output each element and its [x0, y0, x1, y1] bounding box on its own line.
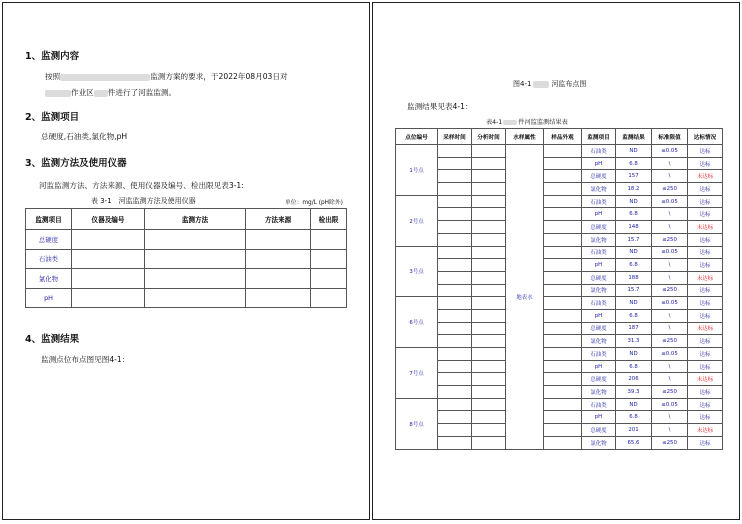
table-cell-item: 总硬度	[26, 230, 72, 250]
sample-time-cell	[438, 221, 472, 234]
item-cell: 氯化物	[582, 183, 616, 196]
table-row	[26, 230, 347, 250]
limit-cell: \	[652, 259, 688, 272]
status-cell: 达标	[688, 246, 723, 259]
appearance-cell	[544, 424, 582, 437]
table-row	[396, 284, 723, 297]
sample-time-cell	[438, 335, 472, 348]
table-row	[396, 145, 723, 158]
sample-time-cell	[438, 246, 472, 259]
item-cell: 总硬度	[582, 170, 616, 183]
status-cell: 达标	[688, 195, 723, 208]
table-header-cell: 监测项目	[26, 209, 72, 230]
result-cell: 6.8	[616, 360, 652, 373]
table-header-cell: 监测项目	[582, 129, 616, 145]
analysis-time-cell	[472, 157, 506, 170]
document-page-left	[2, 2, 370, 520]
status-cell: 达标	[688, 309, 723, 322]
table-row	[396, 398, 723, 411]
appearance-cell	[544, 436, 582, 449]
status-cell: 达标	[688, 386, 723, 399]
appearance-cell	[544, 246, 582, 259]
status-cell: 达标	[688, 233, 723, 246]
analysis-time-cell	[472, 424, 506, 437]
sample-time-cell	[438, 271, 472, 284]
item-cell: 石油类	[582, 297, 616, 310]
point-id-cell: 7号点	[396, 348, 438, 399]
results-table-caption: 表4-1 件河监监测结果表	[486, 119, 568, 126]
point-id-cell: 6号点	[396, 297, 438, 348]
limit-cell: ≤0.05	[652, 195, 688, 208]
table-header-row	[396, 129, 723, 145]
result-cell: ND	[616, 398, 652, 411]
result-cell: 206	[616, 373, 652, 386]
sample-time-cell	[438, 360, 472, 373]
status-cell: 达标	[688, 436, 723, 449]
limit-cell: ≤0.05	[652, 348, 688, 361]
item-cell: 氯化物	[582, 335, 616, 348]
result-cell: 6.8	[616, 309, 652, 322]
status-cell: 达标	[688, 411, 723, 424]
item-cell: 石油类	[582, 195, 616, 208]
table-row	[396, 157, 723, 170]
appearance-cell	[544, 335, 582, 348]
redacted-block	[94, 90, 108, 97]
limit-cell: ≤250	[652, 335, 688, 348]
point-id-cell: 8号点	[396, 398, 438, 449]
table-row	[396, 259, 723, 272]
analysis-time-cell	[472, 246, 506, 259]
limit-cell: ≤0.05	[652, 246, 688, 259]
item-cell: pH	[582, 157, 616, 170]
table-header-row	[26, 209, 347, 230]
sample-time-cell	[438, 309, 472, 322]
appearance-cell	[544, 398, 582, 411]
table-cell-empty	[145, 249, 246, 269]
sample-time-cell	[438, 348, 472, 361]
status-cell: 达标	[688, 157, 723, 170]
appearance-cell	[544, 373, 582, 386]
results-intro: 监测结果见表4-1：	[407, 102, 473, 111]
limit-cell: ≤250	[652, 233, 688, 246]
analysis-time-cell	[472, 398, 506, 411]
table-row	[396, 246, 723, 259]
result-cell: 6.8	[616, 157, 652, 170]
redacted-block	[533, 81, 549, 88]
table-header-cell: 样品外观	[544, 129, 582, 145]
limit-cell: ≤250	[652, 386, 688, 399]
result-cell: 6.8	[616, 208, 652, 221]
status-cell: 达标	[688, 145, 723, 158]
section-2-title: 2、监测项目	[25, 112, 80, 123]
status-cell: 达标	[688, 183, 723, 196]
result-cell: ND	[616, 195, 652, 208]
table-header-cell: 仪器及编号	[72, 209, 145, 230]
analysis-time-cell	[472, 195, 506, 208]
sample-time-cell	[438, 322, 472, 335]
item-cell: 氯化物	[582, 233, 616, 246]
table-header-cell: 检出限	[311, 209, 347, 230]
table-cell-empty	[311, 249, 347, 269]
table-header-cell: 监测方法	[145, 209, 246, 230]
table-cell-empty	[311, 230, 347, 250]
result-cell: 65.6	[616, 436, 652, 449]
result-cell: 18.2	[616, 183, 652, 196]
appearance-cell	[544, 360, 582, 373]
table-row	[396, 297, 723, 310]
analysis-time-cell	[472, 386, 506, 399]
table-header-cell: 采样时间	[438, 129, 472, 145]
item-cell: 总硬度	[582, 271, 616, 284]
item-cell: pH	[582, 360, 616, 373]
result-cell: ND	[616, 145, 652, 158]
table-header-cell: 达标情况	[688, 129, 723, 145]
appearance-cell	[544, 271, 582, 284]
sample-time-cell	[438, 386, 472, 399]
table-row	[26, 249, 347, 269]
item-cell: pH	[582, 208, 616, 221]
table-cell-empty	[72, 288, 145, 308]
sample-time-cell	[438, 436, 472, 449]
item-cell: 石油类	[582, 398, 616, 411]
table-cell-empty	[72, 249, 145, 269]
table-row	[396, 170, 723, 183]
result-cell: 148	[616, 221, 652, 234]
appearance-cell	[544, 221, 582, 234]
item-cell: 石油类	[582, 145, 616, 158]
table-row	[396, 424, 723, 437]
result-cell: 31.3	[616, 335, 652, 348]
item-cell: 氯化物	[582, 386, 616, 399]
table-cell-empty	[145, 230, 246, 250]
item-cell: pH	[582, 411, 616, 424]
result-cell: 201	[616, 424, 652, 437]
appearance-cell	[544, 348, 582, 361]
result-cell: 188	[616, 271, 652, 284]
table-row	[396, 195, 723, 208]
limit-cell: ≤0.05	[652, 297, 688, 310]
table-row	[396, 322, 723, 335]
limit-cell: \	[652, 221, 688, 234]
document-page-right	[372, 2, 740, 520]
table-row	[396, 360, 723, 373]
item-cell: pH	[582, 259, 616, 272]
appearance-cell	[544, 195, 582, 208]
table-row	[396, 271, 723, 284]
status-cell: 达标	[688, 284, 723, 297]
water-type-cell: 地表水	[506, 145, 544, 450]
item-cell: 氯化物	[582, 436, 616, 449]
analysis-time-cell	[472, 284, 506, 297]
sample-time-cell	[438, 411, 472, 424]
analysis-time-cell	[472, 411, 506, 424]
table-row	[396, 335, 723, 348]
limit-cell: \	[652, 322, 688, 335]
table-cell-empty	[72, 269, 145, 289]
table-cell-item: 氯化物	[26, 269, 72, 289]
item-cell: 总硬度	[582, 322, 616, 335]
redacted-block	[503, 120, 517, 125]
appearance-cell	[544, 157, 582, 170]
appearance-cell	[544, 145, 582, 158]
table-cell-empty	[311, 269, 347, 289]
result-cell: ND	[616, 246, 652, 259]
item-cell: 总硬度	[582, 221, 616, 234]
analysis-time-cell	[472, 436, 506, 449]
result-cell: 157	[616, 170, 652, 183]
limit-cell: \	[652, 424, 688, 437]
method-table	[25, 208, 347, 308]
appearance-cell	[544, 322, 582, 335]
item-cell: 总硬度	[582, 424, 616, 437]
section-1-text-line1: 按照 监测方案的要求，于2022年08月03日对	[45, 72, 288, 81]
appearance-cell	[544, 411, 582, 424]
table-row	[396, 309, 723, 322]
limit-cell: \	[652, 271, 688, 284]
sample-time-cell	[438, 284, 472, 297]
appearance-cell	[544, 233, 582, 246]
result-cell: ND	[616, 297, 652, 310]
appearance-cell	[544, 297, 582, 310]
redacted-block	[45, 90, 71, 97]
appearance-cell	[544, 208, 582, 221]
analysis-time-cell	[472, 360, 506, 373]
table-row	[396, 221, 723, 234]
table-header-cell: 点位编号	[396, 129, 438, 145]
item-cell: pH	[582, 309, 616, 322]
method-table-unit: 单位：mg/L (pH除外)	[285, 200, 343, 206]
sample-time-cell	[438, 145, 472, 158]
point-id-cell: 2号点	[396, 195, 438, 246]
section-3-title: 3、监测方法及使用仪器	[25, 158, 127, 169]
status-cell: 达标	[688, 398, 723, 411]
status-cell: 达标	[688, 208, 723, 221]
result-cell: ND	[616, 348, 652, 361]
table-cell-empty	[311, 288, 347, 308]
result-cell: 39.3	[616, 386, 652, 399]
appearance-cell	[544, 386, 582, 399]
sample-time-cell	[438, 170, 472, 183]
status-cell: 达标	[688, 335, 723, 348]
analysis-time-cell	[472, 309, 506, 322]
analysis-time-cell	[472, 183, 506, 196]
table-row	[396, 436, 723, 449]
status-cell: 未达标	[688, 271, 723, 284]
appearance-cell	[544, 170, 582, 183]
result-cell: 6.8	[616, 259, 652, 272]
result-cell: 15.7	[616, 233, 652, 246]
point-id-cell: 3号点	[396, 246, 438, 297]
section-1-text-line2: 作业区 件进行了河监监测。	[45, 87, 176, 98]
table-cell-empty	[72, 230, 145, 250]
table-cell-empty	[246, 288, 311, 308]
limit-cell: \	[652, 411, 688, 424]
status-cell: 达标	[688, 360, 723, 373]
results-table	[395, 128, 723, 450]
analysis-time-cell	[472, 233, 506, 246]
limit-cell: ≤250	[652, 284, 688, 297]
status-cell: 未达标	[688, 373, 723, 386]
table-row	[26, 288, 347, 308]
analysis-time-cell	[472, 170, 506, 183]
limit-cell: \	[652, 170, 688, 183]
table-cell-empty	[246, 249, 311, 269]
table-header-cell: 监测结果	[616, 129, 652, 145]
result-cell: 187	[616, 322, 652, 335]
limit-cell: ≤0.05	[652, 398, 688, 411]
section-3-text: 河监监测方法、方法来源、使用仪器及编号、检出限见表3-1:	[39, 181, 244, 190]
table-row	[396, 411, 723, 424]
redacted-block	[60, 74, 150, 81]
item-cell: 石油类	[582, 246, 616, 259]
table-row	[396, 208, 723, 221]
table-header-cell: 方法来源	[246, 209, 311, 230]
result-cell: 15.7	[616, 284, 652, 297]
sample-time-cell	[438, 183, 472, 196]
limit-cell: \	[652, 360, 688, 373]
sample-time-cell	[438, 195, 472, 208]
status-cell: 达标	[688, 348, 723, 361]
table-row	[396, 373, 723, 386]
table-header-cell: 分析时间	[472, 129, 506, 145]
table-row	[396, 348, 723, 361]
analysis-time-cell	[472, 335, 506, 348]
limit-cell: \	[652, 373, 688, 386]
appearance-cell	[544, 259, 582, 272]
item-cell: 氯化物	[582, 284, 616, 297]
table-cell-empty	[246, 269, 311, 289]
analysis-time-cell	[472, 221, 506, 234]
analysis-time-cell	[472, 271, 506, 284]
limit-cell: ≤0.05	[652, 145, 688, 158]
analysis-time-cell	[472, 373, 506, 386]
analysis-time-cell	[472, 297, 506, 310]
section-4-text: 监测点位布点图见图4-1：	[41, 355, 130, 364]
sample-time-cell	[438, 208, 472, 221]
item-cell: 石油类	[582, 348, 616, 361]
limit-cell: ≤250	[652, 436, 688, 449]
sample-time-cell	[438, 157, 472, 170]
table-row	[396, 183, 723, 196]
analysis-time-cell	[472, 208, 506, 221]
analysis-time-cell	[472, 322, 506, 335]
status-cell: 达标	[688, 297, 723, 310]
method-table-caption: 表 3-1 河监监测方法及使用仪器	[91, 197, 196, 205]
status-cell: 未达标	[688, 221, 723, 234]
status-cell: 未达标	[688, 322, 723, 335]
limit-cell: \	[652, 208, 688, 221]
section-1-title: 1、监测内容	[25, 51, 80, 62]
sample-time-cell	[438, 398, 472, 411]
analysis-time-cell	[472, 145, 506, 158]
item-cell: 总硬度	[582, 373, 616, 386]
table-row	[396, 386, 723, 399]
table-cell-empty	[145, 288, 246, 308]
status-cell: 达标	[688, 259, 723, 272]
sample-time-cell	[438, 259, 472, 272]
status-cell: 未达标	[688, 424, 723, 437]
table-cell-item: 石油类	[26, 249, 72, 269]
result-cell: 6.8	[616, 411, 652, 424]
appearance-cell	[544, 284, 582, 297]
limit-cell: \	[652, 157, 688, 170]
section-2-text: 总硬度,石油类,氯化物,pH	[41, 132, 128, 141]
table-cell-item: pH	[26, 288, 72, 308]
point-id-cell: 1号点	[396, 145, 438, 196]
table-row	[26, 269, 347, 289]
appearance-cell	[544, 309, 582, 322]
appearance-cell	[544, 183, 582, 196]
limit-cell: \	[652, 309, 688, 322]
sample-time-cell	[438, 233, 472, 246]
sample-time-cell	[438, 373, 472, 386]
table-header-cell: 水样属性	[506, 129, 544, 145]
sample-time-cell	[438, 424, 472, 437]
table-header-cell: 标准限值	[652, 129, 688, 145]
table-cell-empty	[246, 230, 311, 250]
sample-time-cell	[438, 297, 472, 310]
table-cell-empty	[145, 269, 246, 289]
limit-cell: ≤250	[652, 183, 688, 196]
section-4-title: 4、监测结果	[25, 334, 80, 345]
analysis-time-cell	[472, 259, 506, 272]
table-row	[396, 233, 723, 246]
figure-caption: 图4-1 河监布点图	[513, 80, 587, 88]
status-cell: 未达标	[688, 170, 723, 183]
analysis-time-cell	[472, 348, 506, 361]
